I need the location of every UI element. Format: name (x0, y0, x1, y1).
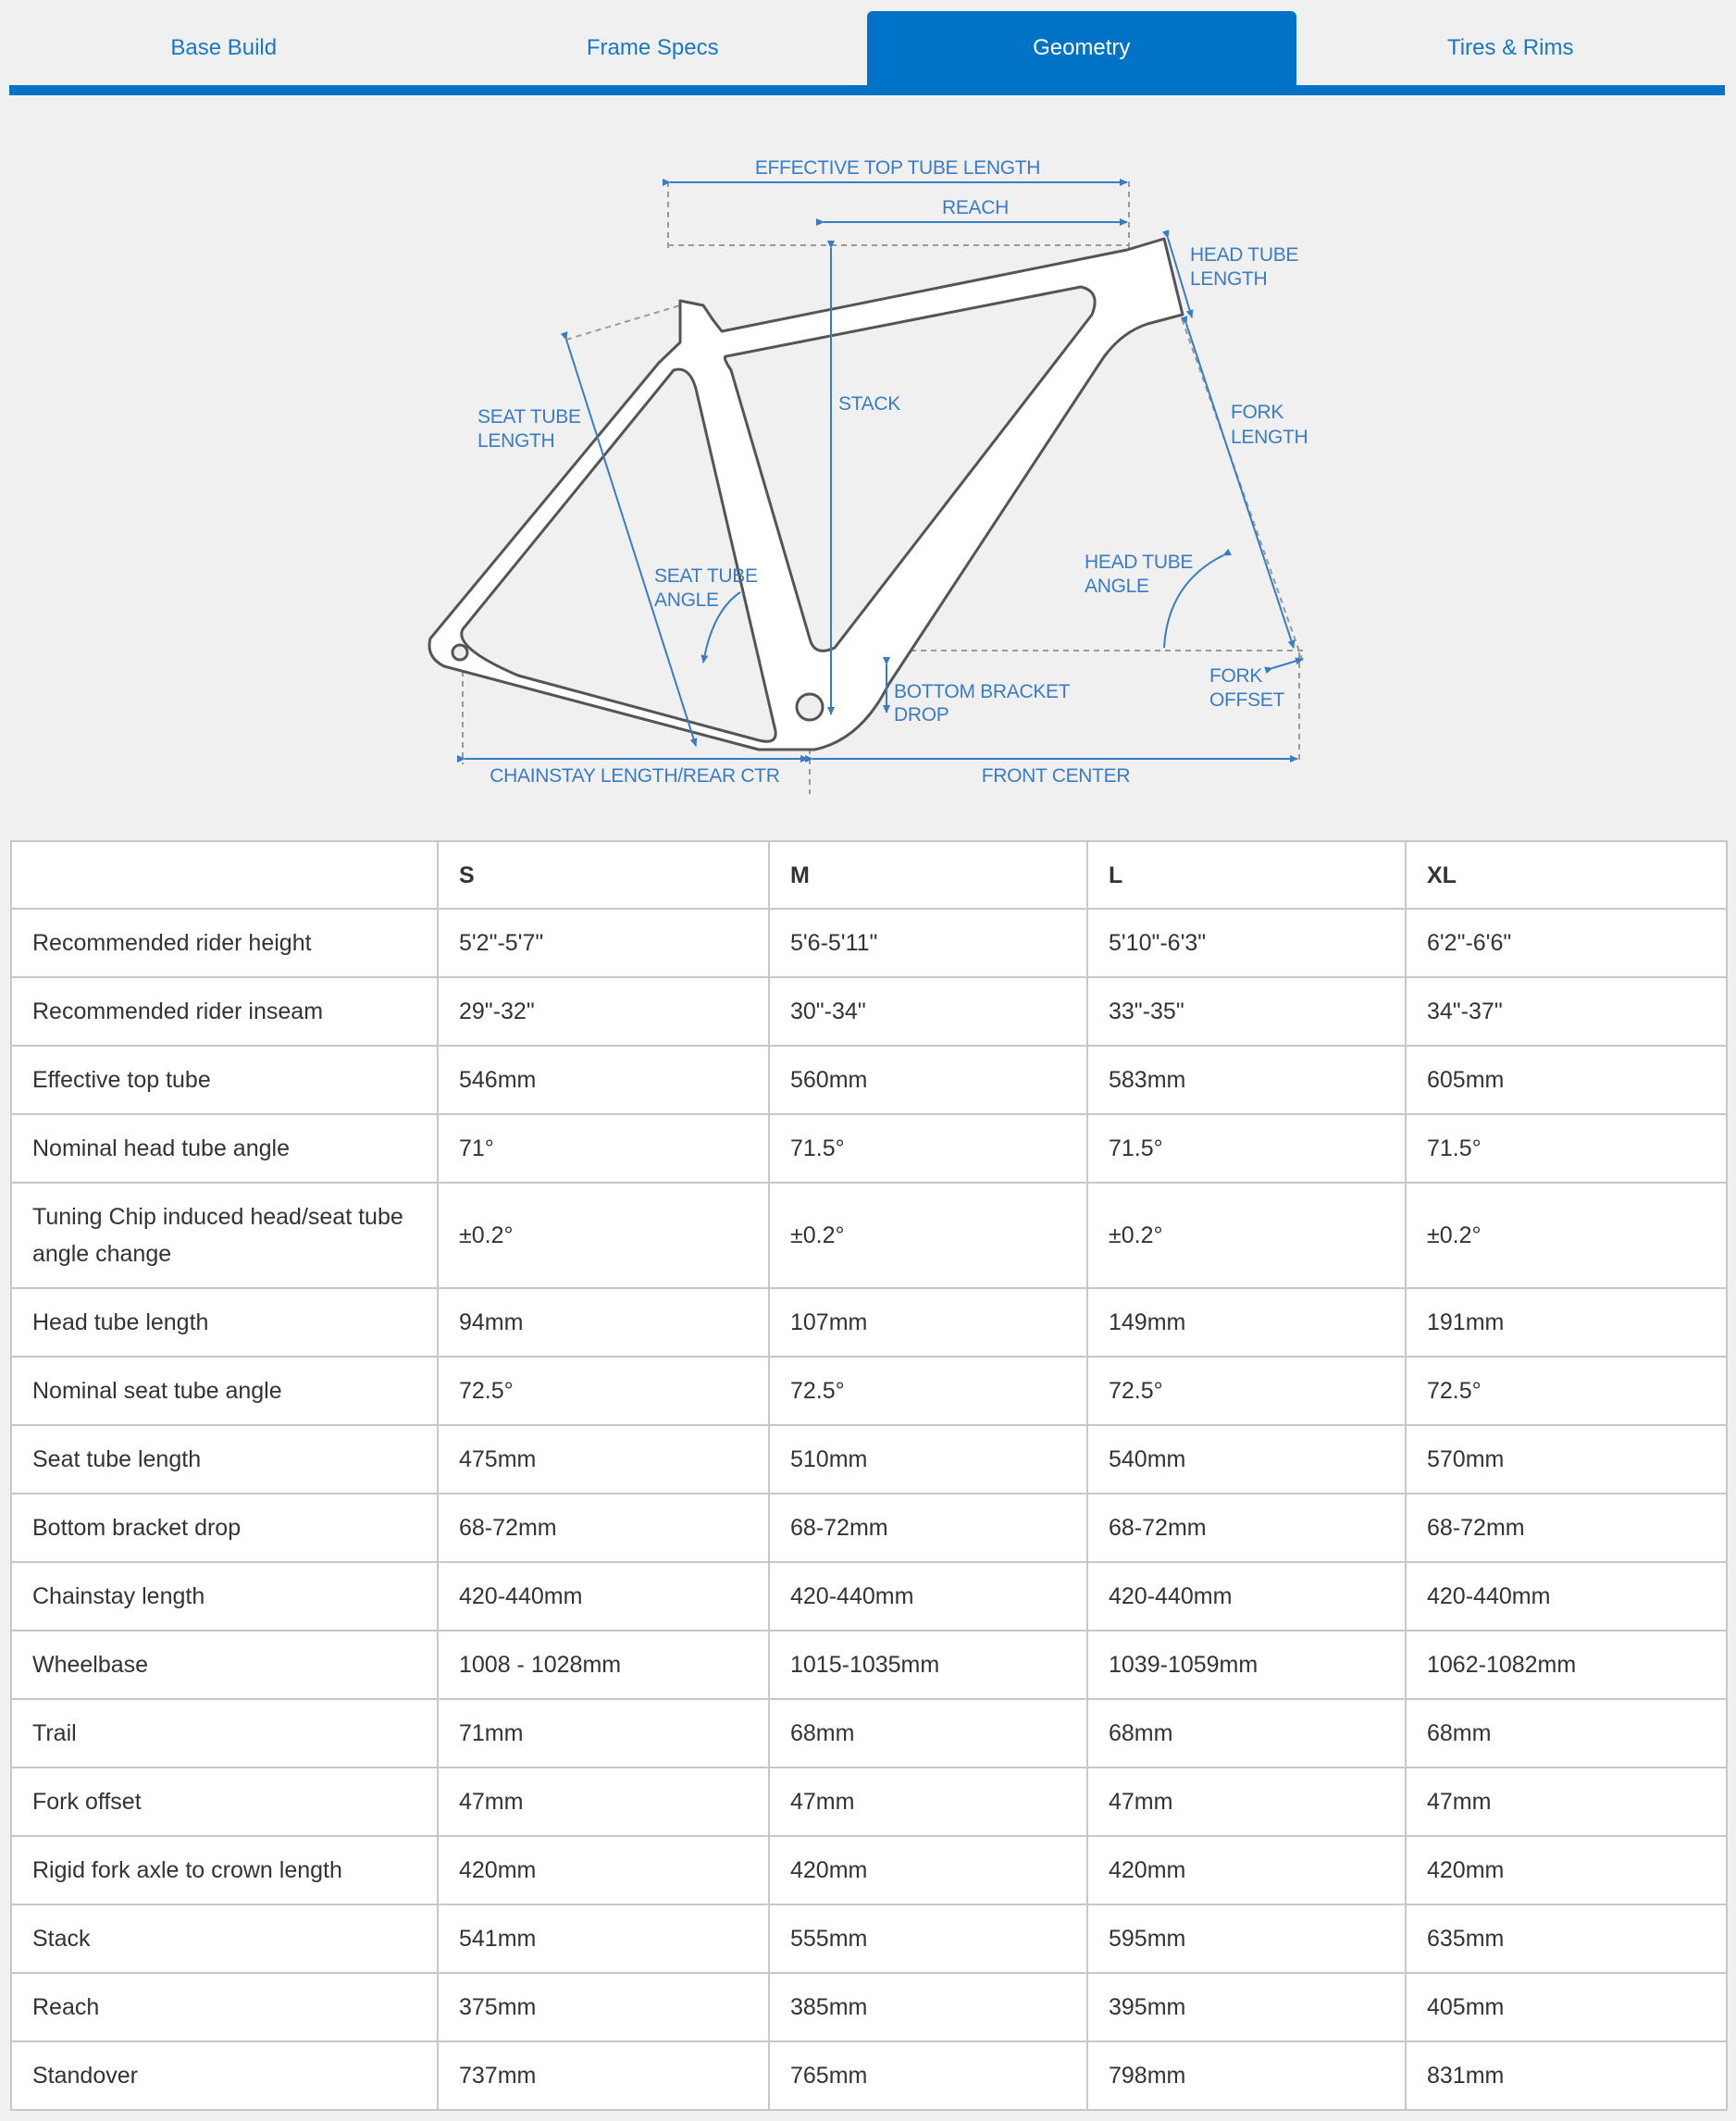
cell-s: 94mm (438, 1288, 769, 1357)
label-fork-length-2: LENGTH (1231, 427, 1308, 448)
row-label: Effective top tube (11, 1046, 438, 1114)
label-bb-drop-2: DROP (894, 704, 949, 726)
cell-s: 72.5° (438, 1357, 769, 1425)
row-label: Nominal seat tube angle (11, 1357, 438, 1425)
row-label: Chainstay length (11, 1562, 438, 1631)
bike-frame (429, 239, 1183, 750)
cell-m: 765mm (769, 2041, 1087, 2110)
table-row (11, 1357, 1727, 1425)
cell-m: 30"-34" (769, 977, 1087, 1046)
cell-m: 420mm (769, 1836, 1087, 1904)
row-label: Trail (11, 1699, 438, 1768)
table-row (11, 1631, 1727, 1699)
table-row (11, 1562, 1727, 1631)
cell-xl: 47mm (1406, 1768, 1727, 1836)
table-header-row (11, 841, 1727, 909)
row-label: Rigid fork axle to crown length (11, 1836, 438, 1904)
label-seat-tube-angle-1: SEAT TUBE (654, 565, 758, 587)
tab-bar-container (9, 11, 1725, 95)
table-row (11, 1046, 1727, 1114)
cell-s: 546mm (438, 1046, 769, 1114)
cell-s: 29"-32" (438, 977, 769, 1046)
cell-s: 71° (438, 1114, 769, 1183)
label-seat-tube-angle-2: ANGLE (654, 589, 719, 611)
row-label: Fork offset (11, 1768, 438, 1836)
table-body (11, 909, 1727, 2110)
table-row (11, 1288, 1727, 1357)
cell-s: 68-72mm (438, 1494, 769, 1562)
label-fork-length-1: FORK (1231, 402, 1284, 423)
row-label: Standover (11, 2041, 438, 2110)
cell-xl: 34"-37" (1406, 977, 1727, 1046)
cell-xl: ±0.2° (1406, 1183, 1727, 1288)
cell-xl: 635mm (1406, 1904, 1727, 1973)
cell-s: 47mm (438, 1768, 769, 1836)
cell-m: 420-440mm (769, 1562, 1087, 1631)
cell-s: 5'2"-5'7" (438, 909, 769, 977)
geometry-table (10, 840, 1728, 2111)
tab-row (9, 11, 1725, 85)
cell-m: 47mm (769, 1768, 1087, 1836)
cell-l: 71.5° (1087, 1114, 1406, 1183)
row-label: Tuning Chip induced head/seat tube angle change (11, 1183, 438, 1288)
label-seat-tube-length-1: SEAT TUBE (477, 406, 581, 428)
row-label: Seat tube length (11, 1425, 438, 1494)
cell-m: 68-72mm (769, 1494, 1087, 1562)
header-size-xl: XL (1406, 841, 1727, 909)
cell-l: 540mm (1087, 1425, 1406, 1494)
table-row (11, 1494, 1727, 1562)
cell-l: 595mm (1087, 1904, 1406, 1973)
cell-xl: 68-72mm (1406, 1494, 1727, 1562)
label-fork-offset-1: FORK (1209, 665, 1263, 687)
table-row (11, 1114, 1727, 1183)
cell-s: 420-440mm (438, 1562, 769, 1631)
cell-l: 420mm (1087, 1836, 1406, 1904)
cell-s: 420mm (438, 1836, 769, 1904)
row-label: Recommended rider inseam (11, 977, 438, 1046)
row-label: Stack (11, 1904, 438, 1973)
cell-xl: 605mm (1406, 1046, 1727, 1114)
cell-l: 395mm (1087, 1973, 1406, 2041)
cell-m: 560mm (769, 1046, 1087, 1114)
header-empty (11, 841, 438, 909)
row-label: Recommended rider height (11, 909, 438, 977)
cell-m: 71.5° (769, 1114, 1087, 1183)
header-size-m: M (769, 841, 1087, 909)
cell-s: 737mm (438, 2041, 769, 2110)
cell-m: 555mm (769, 1904, 1087, 1973)
header-size-s: S (438, 841, 769, 909)
cell-l: 47mm (1087, 1768, 1406, 1836)
header-size-l: L (1087, 841, 1406, 909)
tab-underline (9, 85, 1725, 95)
row-label: Reach (11, 1973, 438, 2041)
cell-m: 68mm (769, 1699, 1087, 1768)
cell-xl: 6'2"-6'6" (1406, 909, 1727, 977)
label-head-tube-length-2: LENGTH (1190, 268, 1268, 290)
cell-m: 510mm (769, 1425, 1087, 1494)
cell-l: 583mm (1087, 1046, 1406, 1114)
tab-base-build[interactable]: Base Build (170, 35, 278, 60)
cell-l: 68-72mm (1087, 1494, 1406, 1562)
cell-s: 71mm (438, 1699, 769, 1768)
table-row (11, 1699, 1727, 1768)
cell-l: 1039-1059mm (1087, 1631, 1406, 1699)
label-bb-drop-1: BOTTOM BRACKET (894, 681, 1071, 702)
table-row (11, 1183, 1727, 1288)
label-seat-tube-length-2: LENGTH (477, 430, 555, 452)
label-head-tube-angle-2: ANGLE (1085, 576, 1149, 597)
cell-m: 107mm (769, 1288, 1087, 1357)
table-row (11, 909, 1727, 977)
geometry-diagram (0, 120, 1736, 805)
label-reach: REACH (941, 197, 1010, 218)
row-label: Wheelbase (11, 1631, 438, 1699)
cell-m: 385mm (769, 1973, 1087, 2041)
cell-s: 541mm (438, 1904, 769, 1973)
cell-s: ±0.2° (438, 1183, 769, 1288)
table-row (11, 2041, 1727, 2110)
cell-xl: 405mm (1406, 1973, 1727, 2041)
cell-xl: 72.5° (1406, 1357, 1727, 1425)
label-effective-top-tube: EFFECTIVE TOP TUBE LENGTH (754, 157, 1041, 179)
cell-xl: 420-440mm (1406, 1562, 1727, 1631)
cell-l: 798mm (1087, 2041, 1406, 2110)
cell-m: ±0.2° (769, 1183, 1087, 1288)
cell-l: 72.5° (1087, 1357, 1406, 1425)
cell-l: 149mm (1087, 1288, 1406, 1357)
cell-xl: 1062-1082mm (1406, 1631, 1727, 1699)
cell-xl: 71.5° (1406, 1114, 1727, 1183)
label-fork-offset-2: OFFSET (1209, 689, 1285, 711)
cell-l: 420-440mm (1087, 1562, 1406, 1631)
row-label: Bottom bracket drop (11, 1494, 438, 1562)
tab-tires-rims[interactable]: Tires & Rims (1447, 35, 1574, 60)
label-head-tube-length-1: HEAD TUBE (1190, 244, 1299, 266)
cell-xl: 191mm (1406, 1288, 1727, 1357)
table-row (11, 977, 1727, 1046)
cell-xl: 420mm (1406, 1836, 1727, 1904)
table-row (11, 1904, 1727, 1973)
cell-l: 68mm (1087, 1699, 1406, 1768)
cell-m: 72.5° (769, 1357, 1087, 1425)
cell-xl: 831mm (1406, 2041, 1727, 2110)
table-row (11, 1836, 1727, 1904)
table-row (11, 1425, 1727, 1494)
row-label: Nominal head tube angle (11, 1114, 438, 1183)
row-label: Head tube length (11, 1288, 438, 1357)
cell-l: 5'10"-6'3" (1087, 909, 1406, 977)
cell-l: 33"-35" (1087, 977, 1406, 1046)
label-front-center: FRONT CENTER (981, 765, 1131, 787)
cell-s: 375mm (438, 1973, 769, 2041)
label-stack: STACK (838, 393, 900, 415)
table-row (11, 1973, 1727, 2041)
cell-xl: 68mm (1406, 1699, 1727, 1768)
tab-geometry[interactable]: Geometry (867, 11, 1296, 85)
table-row (11, 1768, 1727, 1836)
label-head-tube-angle-1: HEAD TUBE (1085, 552, 1194, 573)
cell-m: 5'6-5'11" (769, 909, 1087, 977)
cell-xl: 570mm (1406, 1425, 1727, 1494)
cell-l: ±0.2° (1087, 1183, 1406, 1288)
label-chainstay: CHAINSTAY LENGTH/REAR CTR (490, 765, 780, 787)
cell-s: 475mm (438, 1425, 769, 1494)
tab-frame-specs[interactable]: Frame Specs (586, 35, 719, 60)
cell-s: 1008 - 1028mm (438, 1631, 769, 1699)
cell-m: 1015-1035mm (769, 1631, 1087, 1699)
